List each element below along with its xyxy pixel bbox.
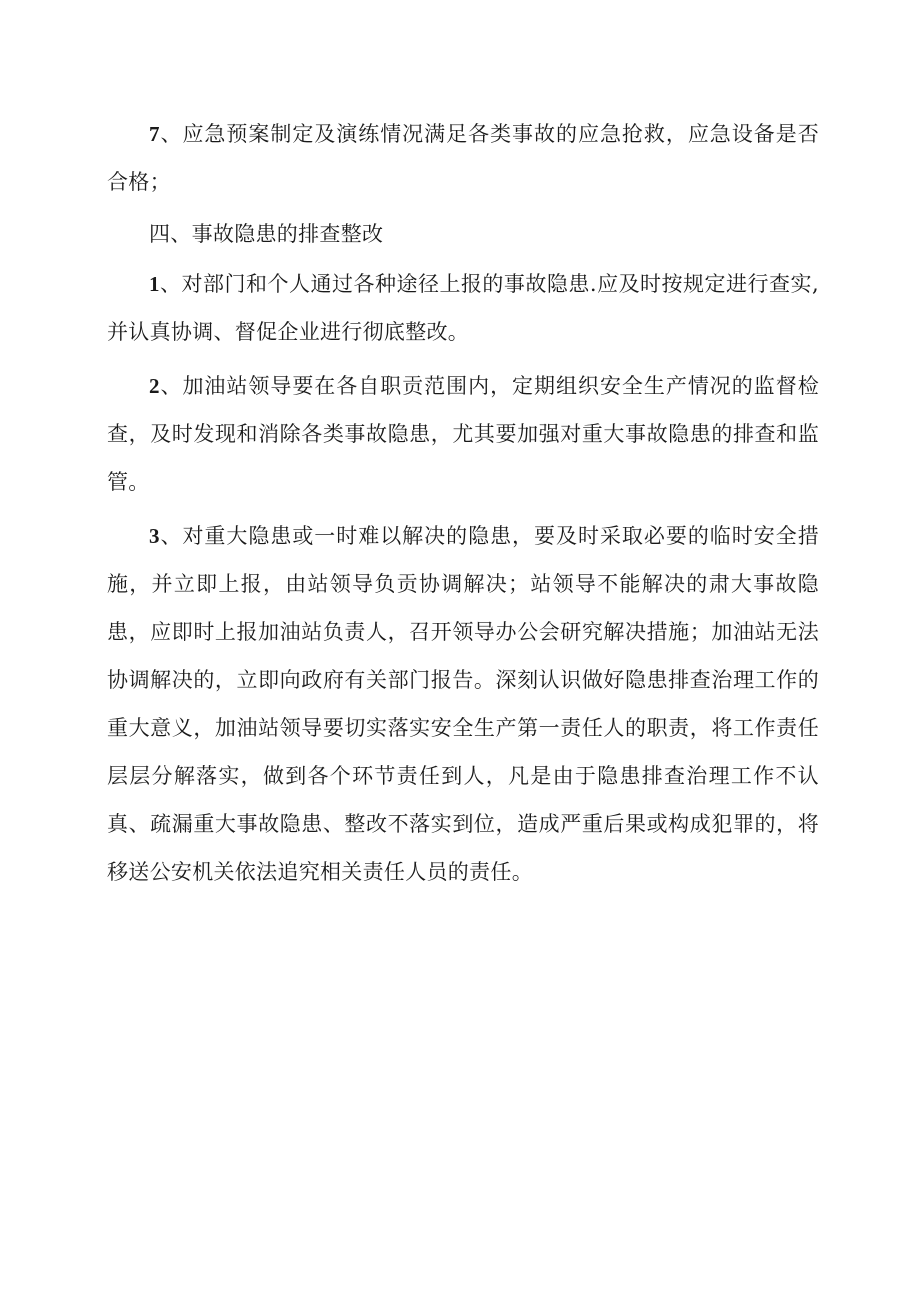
paragraph-item-2 [107, 362, 819, 506]
item-7-number: 7 [149, 122, 160, 146]
item-3-text: 、对重大隐患或一时难以解决的隐患，要及时采取必要的临时安全措施，并立即上报，由站领导负贡协调解决；站领导不能解决的肃大事故隐患，应即时上报加油站负责人，召开领导办公会研究解决措施；加油站无法协调解决的，立即向政府有关部门报告。深刻认识做好隐患排查治理工作的重大意义，加油站领导要切实落实安全生产第一责任人的职责，将工作责任层层分解落实，做到各个环节责任到人，凡是由于隐患排查治理工作不认真、疏漏重大事故隐患、整改不落实到位，造成严重后果或构成犯罪的，将移送公安机关依法追究相关责任人员的责任。 [107, 524, 819, 884]
document-body [107, 110, 819, 896]
item-2-number: 2 [149, 374, 160, 398]
item-7-text: 、应急预案制定及演练情况满足各类事故的应急抢救，应急设备是否合格； [107, 122, 819, 194]
section-4-heading: 四、事故隐患的排查整改 [149, 222, 384, 246]
paragraph-item-1 [107, 260, 819, 356]
paragraph-item-3 [107, 512, 819, 896]
item-3-number: 3 [149, 524, 160, 548]
paragraph-item-7 [107, 110, 819, 206]
item-1-text: 、对部门和个人通过各种途径上报的事故隐患.应及时按规定进行查实,并认真协调、督促企业进行彻底整改。 [107, 272, 819, 344]
item-1-number: 1 [149, 272, 160, 296]
item-2-text: 、加油站领导要在各自职贡范围内，定期组织安全生产情况的监督检查，及时发现和消除各类事故隐患，尤其要加强对重大事故隐患的排查和监管。 [107, 374, 819, 494]
